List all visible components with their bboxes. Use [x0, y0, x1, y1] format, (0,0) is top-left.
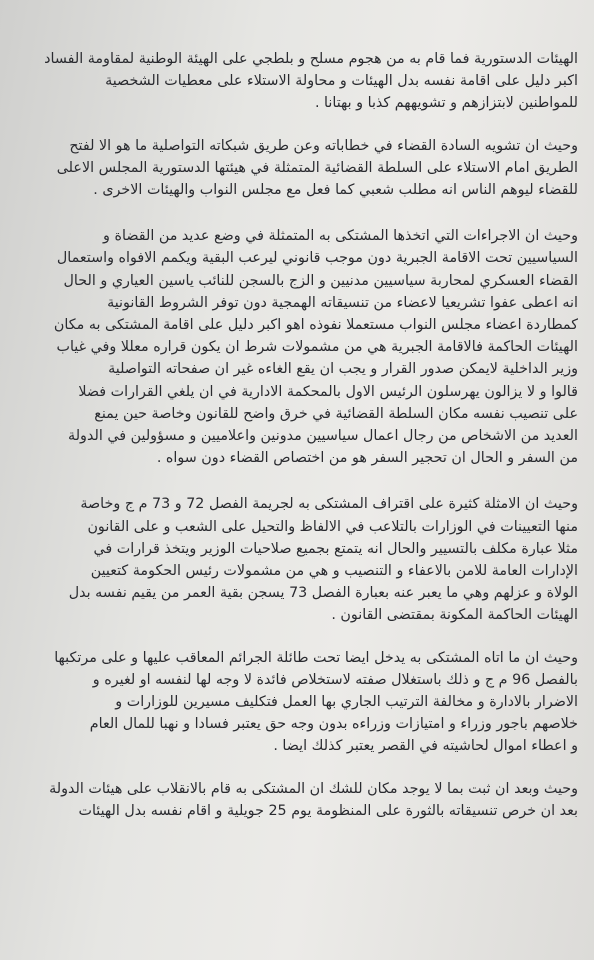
- paragraph: [16, 647, 578, 758]
- text-line: مثلا عبارة مكلف بالتسيير والحال انه يتمتع بجميع صلاحيات الوزير ويتخذ قرارات في: [93, 540, 578, 557]
- text-line: وحيث ان ما اتاه المشتكى به يدخل ايضا تحت طائلة الجرائم المعاقب عليها و على مرتكبها: [54, 649, 578, 666]
- text-line: الهيئات الدستورية فما قام به من هجوم مسلح و بلطجي على الهيئة الوطنية لمقاومة الفساد: [44, 51, 578, 67]
- text-line: من السفر و الحال ان تحجير السفر هو من اختصاص القضاء دون سواه .: [156, 450, 578, 467]
- text-line: بالفصل 96 م ج و ذلك باستغلال صفته لاستخلاص فائدة لا وجه لها لنفسه او لغيره و: [92, 671, 578, 688]
- text-line: الطريق امام الاستلاء على السلطة القضائية المتمثلة في هيئتها الدستورية المجلس الاعلى: [56, 159, 578, 176]
- paragraph: [16, 778, 578, 822]
- paragraph: [16, 225, 578, 469]
- text-line: بعد ان خرص تنسيقاته بالثورة على المنظومة يوم 25 جويلية و اقام نفسه بدل الهيئات: [78, 802, 578, 819]
- text-line: وحيث ان الاجراءات التي اتخذها المشتكى به المتمثلة في وضع عديد من القضاة و: [103, 228, 578, 245]
- text-line: كمطاردة اعضاء مجلس النواب مستعملا نفوذه اهو اكبر دليل على اقامة المشتكى به مكان: [53, 317, 578, 334]
- text-line: انه اعطى عفوا تشريعيا لاعضاء من تنسيقاته الهمجية دون توفر الشروط القانونية: [107, 294, 578, 311]
- text-line: اكبر دليل على اقامة نفسه بدل الهيئات و محاولة الاستلاء على معطيات الشخصية: [105, 73, 578, 90]
- text-line: الولاة و عزلهم وهي ما يعبر عنه بعبارة الفصل 73 يسجن بقية العمر من يقيم نفسه بدل: [68, 585, 578, 602]
- text-line: للقضاء ليوهم الناس انه مطلب شعبي كما فعل مع مجلس النواب والهيئات الاخرى .: [93, 182, 578, 199]
- text-line: وحيث ان الامثلة كثيرة على اقتراف المشتكى به لجريمة الفصل 72 و 73 م ج وخاصة: [80, 496, 578, 513]
- text-line: وحيث ان تشويه السادة القضاء في خطاباته وعن طريق شبكاته التواصلية ما هو الا لفتح: [69, 137, 578, 154]
- text-line: الاضرار بالادارة و مخالفة الترتيب الجاري بها العمل فتكليف مسيرين للوزارات و: [115, 694, 578, 711]
- text-line: السياسيين تحت الاقامة الجبرية دون موجب قانوني ليرعب البقية ويكمم الافواه واستعمال: [56, 250, 578, 267]
- text-line: الهيئات الحاكمة المكونة بمقتضى القانون .: [331, 607, 578, 624]
- text-line: الإدارات العامة للامن بالاعفاء و التنصيب و هي من مشمولات رئيس الحكومة كتعيين: [90, 563, 578, 580]
- text-line: الهيئات الحاكمة فالاقامة الجبرية هي من مشمولات شرط ان يكون قراره معللا وفي غياب: [56, 339, 578, 356]
- text-line: منها التعيينات في الوزارات بالتلاعب في الالفاظ والتحيل على الشعب و على القانون: [87, 518, 578, 535]
- text-line: العديد من الاشخاص من رجال اعمال سياسيين مدونين واعلاميين و مسؤولين في الدولة: [68, 428, 578, 445]
- text-line: وحيث وبعد ان ثبت بما لا يوجد مكان للشك ان المشتكى به قام بالانقلاب على هيئات الدولة: [49, 780, 578, 797]
- paragraph: [16, 48, 578, 115]
- text-line: وزير الداخلية لايمكن صدور القرار و يجب ان يقع الغاءه غير ان صفحاته التواصلية: [108, 361, 578, 378]
- paragraph: [16, 135, 578, 202]
- text-line: للمواطنين لابتزازهم و تشويههم كذبا و بهتانا .: [314, 95, 578, 112]
- text-line: قالوا و لا يزالون يهرسلون الرئيس الاول بالمحكمة الادارية في ان يلغي القرارات فضلا: [78, 383, 578, 400]
- text-line: و اعطاء اموال لحاشيته في القصر يعتبر كذلك ايضا .: [273, 738, 578, 755]
- text-line: على تنصيب نفسه مكان السلطة القضائية في خرق واضح للقانون وخاصة حين يمنع: [94, 405, 578, 422]
- text-line: خلاصهم باجور وزراء و امتيازات وزراءه بدون وجه حق يعتبر فسادا و نهبا للمال العام: [89, 716, 578, 733]
- text-line: القضاء العسكري لمحاربة سياسيين مدنيين و الزج بالسجن للنائب ياسين العياري و الحال: [63, 272, 578, 289]
- paragraph: [16, 493, 578, 626]
